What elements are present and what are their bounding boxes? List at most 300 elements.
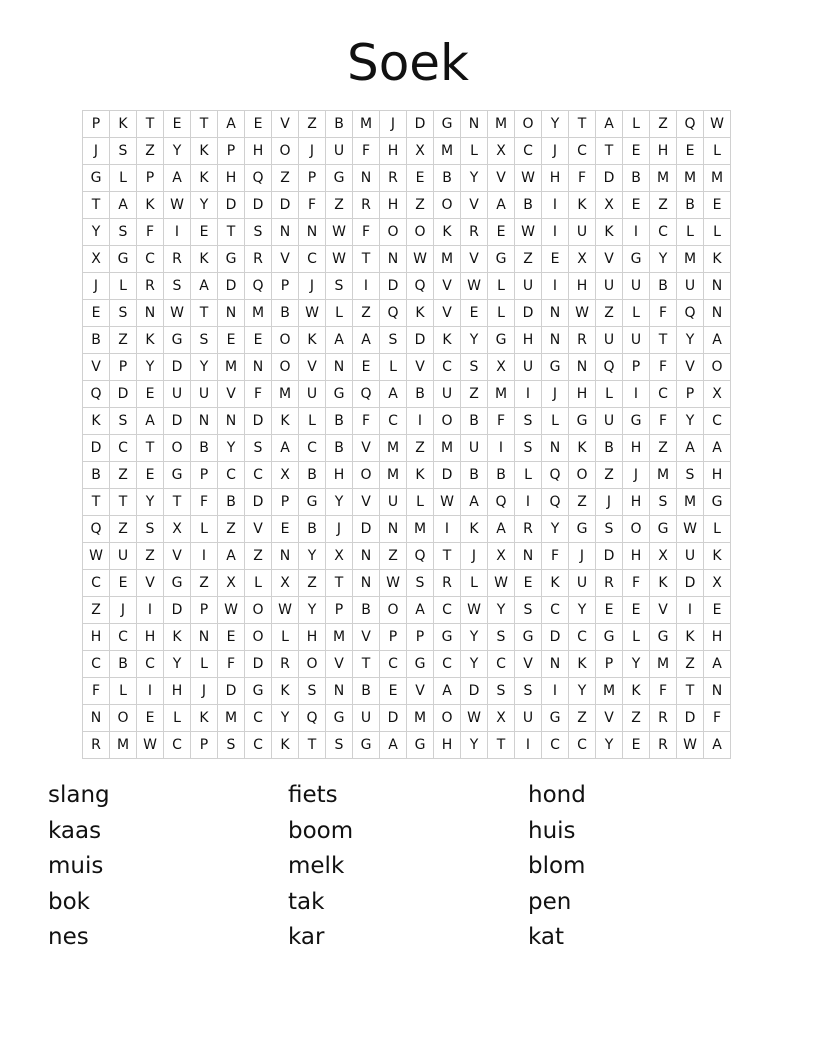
grid-cell: N — [272, 219, 299, 246]
grid-cell: J — [299, 138, 326, 165]
grid-row — [83, 327, 731, 354]
grid-cell: F — [650, 678, 677, 705]
grid-cell: C — [434, 354, 461, 381]
grid-row — [83, 597, 731, 624]
grid-cell: G — [353, 732, 380, 759]
grid-cell: T — [83, 192, 110, 219]
grid-cell: H — [299, 624, 326, 651]
grid-cell: R — [164, 246, 191, 273]
grid-cell: A — [677, 435, 704, 462]
grid-cell: V — [245, 516, 272, 543]
grid-cell: A — [488, 192, 515, 219]
grid-cell: P — [191, 597, 218, 624]
grid-cell: C — [542, 597, 569, 624]
word-item: slang — [48, 782, 110, 808]
grid-cell: X — [704, 570, 731, 597]
grid-cell: V — [353, 624, 380, 651]
grid-cell: E — [380, 678, 407, 705]
grid-cell: F — [704, 705, 731, 732]
grid-cell: F — [353, 408, 380, 435]
grid-cell: H — [218, 165, 245, 192]
grid-cell: K — [650, 570, 677, 597]
grid-row — [83, 678, 731, 705]
grid-cell: W — [488, 570, 515, 597]
grid-cell: S — [245, 435, 272, 462]
grid-row — [83, 138, 731, 165]
grid-cell: G — [164, 462, 191, 489]
grid-cell: N — [542, 651, 569, 678]
grid-cell: A — [704, 435, 731, 462]
grid-cell: N — [83, 705, 110, 732]
grid-cell: I — [542, 273, 569, 300]
grid-cell: G — [299, 489, 326, 516]
grid-cell: B — [488, 462, 515, 489]
grid-cell: A — [110, 192, 137, 219]
grid-cell: O — [434, 192, 461, 219]
grid-cell: Y — [461, 327, 488, 354]
grid-cell: B — [650, 273, 677, 300]
grid-cell: O — [407, 219, 434, 246]
grid-cell: V — [461, 246, 488, 273]
grid-cell: U — [569, 219, 596, 246]
grid-cell: E — [218, 327, 245, 354]
grid-cell: A — [488, 516, 515, 543]
word-item: kar — [288, 924, 325, 950]
grid-cell: D — [353, 516, 380, 543]
grid-cell: G — [569, 516, 596, 543]
grid-cell: N — [542, 327, 569, 354]
grid-cell: M — [326, 624, 353, 651]
grid-cell: E — [191, 219, 218, 246]
grid-cell: F — [542, 543, 569, 570]
grid-cell: Z — [110, 462, 137, 489]
grid-cell: V — [353, 435, 380, 462]
grid-cell: I — [353, 273, 380, 300]
grid-cell: Z — [569, 489, 596, 516]
grid-cell: N — [353, 165, 380, 192]
grid-cell: X — [569, 246, 596, 273]
grid-cell: X — [704, 381, 731, 408]
grid-cell: D — [245, 408, 272, 435]
grid-cell: B — [461, 462, 488, 489]
grid-cell: T — [353, 246, 380, 273]
grid-cell: Z — [677, 651, 704, 678]
grid-cell: W — [164, 192, 191, 219]
grid-cell: S — [380, 327, 407, 354]
grid-cell: C — [488, 651, 515, 678]
grid-cell: B — [677, 192, 704, 219]
grid-cell: D — [542, 624, 569, 651]
grid-cell: Y — [461, 165, 488, 192]
grid-cell: K — [272, 408, 299, 435]
grid-cell: Y — [191, 354, 218, 381]
grid-cell: S — [110, 408, 137, 435]
grid-cell: F — [137, 219, 164, 246]
grid-cell: F — [623, 570, 650, 597]
grid-cell: C — [515, 138, 542, 165]
grid-cell: P — [191, 732, 218, 759]
grid-cell: T — [299, 732, 326, 759]
grid-cell: Y — [569, 678, 596, 705]
grid-cell: G — [83, 165, 110, 192]
grid-cell: S — [245, 219, 272, 246]
grid-cell: P — [272, 489, 299, 516]
grid-row — [83, 435, 731, 462]
grid-cell: W — [569, 300, 596, 327]
grid-cell: O — [272, 138, 299, 165]
grid-cell: Z — [650, 111, 677, 138]
grid-cell: M — [434, 435, 461, 462]
grid-cell: D — [218, 273, 245, 300]
grid-cell: I — [623, 381, 650, 408]
grid-cell: K — [191, 138, 218, 165]
word-item: huis — [528, 817, 576, 844]
grid-cell: U — [515, 354, 542, 381]
grid-cell: K — [137, 327, 164, 354]
grid-cell: E — [488, 219, 515, 246]
grid-cell: M — [407, 705, 434, 732]
grid-cell: T — [83, 489, 110, 516]
grid-cell: J — [191, 678, 218, 705]
grid-cell: A — [380, 381, 407, 408]
grid-cell: K — [623, 678, 650, 705]
grid-cell: N — [326, 354, 353, 381]
grid-cell: X — [488, 543, 515, 570]
grid-cell: B — [623, 165, 650, 192]
grid-cell: C — [245, 462, 272, 489]
grid-cell: A — [434, 678, 461, 705]
grid-cell: Y — [542, 111, 569, 138]
grid-cell: N — [515, 543, 542, 570]
grid-cell: L — [488, 273, 515, 300]
grid-cell: F — [353, 219, 380, 246]
grid-cell: D — [461, 678, 488, 705]
grid-cell: I — [164, 219, 191, 246]
grid-cell: F — [299, 192, 326, 219]
word-list-column-1 — [48, 778, 110, 956]
grid-cell: N — [272, 543, 299, 570]
word-item: fiets — [288, 782, 338, 808]
grid-cell: N — [218, 408, 245, 435]
grid-cell: Y — [677, 327, 704, 354]
grid-cell: K — [704, 543, 731, 570]
grid-cell: E — [83, 300, 110, 327]
grid-cell: Y — [326, 489, 353, 516]
grid-cell: N — [353, 543, 380, 570]
grid-cell: Z — [191, 570, 218, 597]
grid-cell: Y — [569, 597, 596, 624]
grid-cell: Y — [164, 138, 191, 165]
grid-cell: J — [83, 138, 110, 165]
grid-cell: E — [596, 597, 623, 624]
grid-cell: L — [110, 678, 137, 705]
grid-cell: A — [164, 165, 191, 192]
grid-cell: C — [83, 651, 110, 678]
grid-cell: M — [380, 435, 407, 462]
grid-cell: A — [353, 327, 380, 354]
word-list-column-2 — [288, 778, 353, 956]
grid-cell: I — [542, 192, 569, 219]
grid-cell: S — [299, 678, 326, 705]
grid-cell: K — [83, 408, 110, 435]
grid-cell: E — [515, 570, 542, 597]
grid-cell: D — [407, 327, 434, 354]
grid-cell: U — [110, 543, 137, 570]
grid-cell: T — [191, 300, 218, 327]
grid-cell: J — [542, 381, 569, 408]
grid-cell: G — [218, 246, 245, 273]
grid-cell: X — [218, 570, 245, 597]
grid-cell: D — [434, 462, 461, 489]
grid-cell: U — [596, 408, 623, 435]
grid-cell: P — [380, 624, 407, 651]
grid-cell: M — [380, 462, 407, 489]
grid-cell: V — [677, 354, 704, 381]
grid-cell: I — [623, 219, 650, 246]
grid-cell: C — [434, 651, 461, 678]
grid-cell: M — [677, 246, 704, 273]
grid-cell: F — [650, 408, 677, 435]
grid-cell: D — [83, 435, 110, 462]
grid-cell: W — [299, 300, 326, 327]
grid-cell: Z — [110, 516, 137, 543]
grid-cell: Q — [407, 543, 434, 570]
grid-cell: D — [677, 570, 704, 597]
grid-cell: F — [650, 300, 677, 327]
grid-cell: E — [245, 111, 272, 138]
grid-row — [83, 543, 731, 570]
grid-cell: D — [515, 300, 542, 327]
grid-cell: S — [596, 516, 623, 543]
grid-cell: Y — [299, 543, 326, 570]
grid-cell: B — [83, 462, 110, 489]
grid-cell: S — [461, 354, 488, 381]
grid-cell: R — [380, 165, 407, 192]
grid-cell: S — [677, 462, 704, 489]
grid-cell: L — [326, 300, 353, 327]
grid-cell: W — [218, 597, 245, 624]
grid-cell: J — [623, 462, 650, 489]
grid-cell: D — [677, 705, 704, 732]
grid-cell: D — [272, 192, 299, 219]
grid-cell: M — [218, 354, 245, 381]
grid-cell: G — [434, 111, 461, 138]
grid-row — [83, 111, 731, 138]
grid-cell: V — [407, 354, 434, 381]
grid-cell: H — [623, 543, 650, 570]
grid-cell: M — [704, 165, 731, 192]
grid-cell: W — [83, 543, 110, 570]
grid-cell: V — [596, 705, 623, 732]
grid-cell: D — [245, 651, 272, 678]
grid-cell: P — [191, 462, 218, 489]
grid-cell: B — [596, 435, 623, 462]
grid-cell: P — [326, 597, 353, 624]
grid-cell: C — [299, 246, 326, 273]
grid-cell: S — [650, 489, 677, 516]
grid-cell: I — [137, 597, 164, 624]
grid-cell: S — [110, 300, 137, 327]
grid-cell: V — [461, 192, 488, 219]
grid-cell: A — [704, 732, 731, 759]
grid-cell: M — [650, 462, 677, 489]
grid-cell: P — [596, 651, 623, 678]
grid-cell: O — [353, 462, 380, 489]
grid-row — [83, 705, 731, 732]
grid-cell: W — [137, 732, 164, 759]
grid-cell: Z — [650, 192, 677, 219]
grid-cell: U — [191, 381, 218, 408]
grid-cell: T — [326, 570, 353, 597]
grid-cell: E — [677, 138, 704, 165]
grid-cell: D — [218, 678, 245, 705]
grid-cell: H — [542, 165, 569, 192]
grid-cell: Z — [461, 381, 488, 408]
grid-cell: A — [407, 597, 434, 624]
grid-cell: D — [596, 543, 623, 570]
grid-row — [83, 273, 731, 300]
grid-cell: G — [650, 624, 677, 651]
grid-cell: E — [461, 300, 488, 327]
grid-cell: N — [326, 678, 353, 705]
grid-cell: M — [245, 300, 272, 327]
grid-cell: O — [272, 327, 299, 354]
grid-cell: B — [353, 597, 380, 624]
grid-cell: H — [83, 624, 110, 651]
grid-cell: Q — [83, 516, 110, 543]
grid-cell: K — [677, 624, 704, 651]
grid-cell: H — [380, 138, 407, 165]
grid-cell: Z — [515, 246, 542, 273]
grid-cell: E — [542, 246, 569, 273]
grid-cell: F — [488, 408, 515, 435]
grid-cell: X — [272, 570, 299, 597]
grid-cell: K — [569, 651, 596, 678]
grid-cell: W — [515, 219, 542, 246]
grid-cell: H — [245, 138, 272, 165]
grid-cell: N — [542, 300, 569, 327]
grid-cell: Y — [650, 246, 677, 273]
grid-cell: X — [326, 543, 353, 570]
grid-cell: O — [434, 408, 461, 435]
grid-cell: J — [110, 597, 137, 624]
grid-cell: L — [272, 624, 299, 651]
grid-cell: Y — [218, 435, 245, 462]
grid-cell: S — [488, 678, 515, 705]
grid-cell: S — [515, 597, 542, 624]
grid-cell: K — [461, 516, 488, 543]
word-item: blom — [528, 853, 586, 879]
grid-cell: U — [515, 273, 542, 300]
grid-cell: R — [596, 570, 623, 597]
grid-cell: B — [326, 111, 353, 138]
grid-cell: F — [650, 354, 677, 381]
grid-cell: C — [218, 462, 245, 489]
grid-cell: Z — [110, 327, 137, 354]
grid-cell: Y — [164, 651, 191, 678]
grid-cell: H — [164, 678, 191, 705]
grid-cell: G — [542, 354, 569, 381]
grid-cell: C — [569, 732, 596, 759]
grid-cell: Z — [380, 543, 407, 570]
grid-cell: X — [488, 705, 515, 732]
grid-row — [83, 165, 731, 192]
grid-cell: U — [461, 435, 488, 462]
word-item: kaas — [48, 817, 102, 844]
grid-cell: Z — [83, 597, 110, 624]
grid-cell: Q — [299, 705, 326, 732]
grid-cell: U — [515, 705, 542, 732]
grid-cell: C — [245, 705, 272, 732]
grid-cell: D — [164, 408, 191, 435]
grid-cell: L — [245, 570, 272, 597]
grid-cell: V — [137, 570, 164, 597]
grid-cell: V — [488, 165, 515, 192]
grid-cell: I — [542, 219, 569, 246]
word-item: hond — [528, 782, 586, 808]
grid-cell: U — [569, 570, 596, 597]
grid-cell: V — [434, 300, 461, 327]
grid-cell: L — [461, 570, 488, 597]
grid-cell: B — [299, 462, 326, 489]
grid-cell: J — [380, 111, 407, 138]
grid-cell: U — [623, 327, 650, 354]
grid-cell: V — [650, 597, 677, 624]
grid-cell: E — [137, 381, 164, 408]
word-item: bok — [48, 888, 90, 915]
grid-cell: G — [542, 705, 569, 732]
grid-cell: B — [83, 327, 110, 354]
grid-cell: L — [704, 516, 731, 543]
grid-cell: E — [110, 570, 137, 597]
grid-cell: U — [299, 381, 326, 408]
grid-row — [83, 192, 731, 219]
grid-cell: U — [677, 273, 704, 300]
grid-cell: I — [515, 489, 542, 516]
grid-cell: N — [218, 300, 245, 327]
grid-cell: L — [164, 705, 191, 732]
grid-cell: X — [488, 138, 515, 165]
grid-cell: E — [137, 462, 164, 489]
grid-cell: D — [164, 354, 191, 381]
grid-cell: O — [272, 354, 299, 381]
grid-cell: M — [677, 489, 704, 516]
grid-cell: N — [191, 408, 218, 435]
grid-cell: W — [407, 246, 434, 273]
grid-cell: B — [326, 435, 353, 462]
grid-cell: A — [326, 327, 353, 354]
grid-cell: P — [407, 624, 434, 651]
grid-row — [83, 219, 731, 246]
word-item: melk — [288, 853, 345, 879]
grid-cell: B — [461, 408, 488, 435]
grid-cell: Z — [596, 300, 623, 327]
grid-cell: H — [515, 327, 542, 354]
grid-cell: G — [326, 381, 353, 408]
grid-cell: W — [164, 300, 191, 327]
grid-cell: N — [353, 570, 380, 597]
grid-cell: M — [434, 138, 461, 165]
grid-row — [83, 651, 731, 678]
grid-cell: S — [488, 624, 515, 651]
grid-cell: N — [137, 300, 164, 327]
grid-cell: E — [272, 516, 299, 543]
grid-cell: D — [110, 381, 137, 408]
grid-cell: M — [488, 111, 515, 138]
grid-cell: K — [542, 570, 569, 597]
grid-cell: O — [164, 435, 191, 462]
grid-cell: N — [299, 219, 326, 246]
